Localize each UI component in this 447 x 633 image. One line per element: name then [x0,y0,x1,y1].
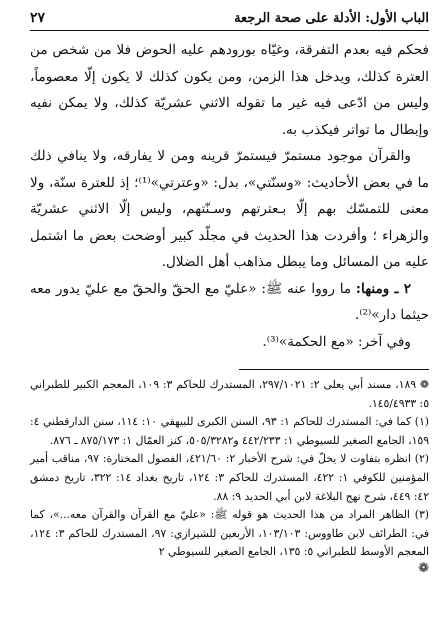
paragraph-3-text: ما رووا عنه ﷺ: «عليّ مع الحقّ والحقّ مع عليّ يدور معه حيثما دار»⁽²⁾. [30,280,429,323]
page-number: ٢٧ [30,10,46,26]
header-rule [30,30,429,31]
footnotes [30,376,429,576]
paragraph-1: فحكم فيه بعدم التفرقة، وغيّاه بورودهم عليه الحوض فلا من شخص من العترة كذلك، ويدخل هذا الزمن، ومن يكون كذلك لا يكون إلّا معصوماً، وليس من ادّعى فيه غير ما تقوله الاثني عشريّة كذلك، ولا يمكن نفيه وإبطال ما تواتر فيكذب به. [30,42,429,138]
footnote-1: (١) كما في: المستدرك للحاكم ١: ٩٣، السنن الكبرى للبيهقي ١٠: ١١٤، سنن الدارقطني ٤: ١٥٩، الجامع الصغير للسيوطي ١: ٤٤٢/٢٣٣ و٥٠٥/٣٢٨٢، كنز العمّال ١: ٨٧٥/١٧٣ ـ ٨٧٦. [30,415,430,447]
footnote-2: (٢) انظره بتفاوت لا يخلّ في: شرح الأخبار ٢: ٤٢١/٦٠، الفصول المختارة: ٩٧، مناقب أمير المؤمنين للكوفي ١: ٤٢٢، المستدرك للحاكم ٣: ١٢٤، تاريخ بغداد ١٤: ٣٢٢، تاريخ دمشق ٤٢: ٤٤٩، شرح نهج البلاغة لابن أبي الحديد ٩: ٨٨. [30,452,430,503]
footnote-rule [239,369,429,370]
chapter-title: الباب الأول: الأدلة على صحة الرجعة [234,11,429,26]
book-page [30,10,429,625]
footnote-continued: ❁ ١٨٩، مسند أبي يعلى ٢: ٢٩٧/١٠٢١، المستدرك للحاكم ٣: ١٠٩، المعجم الكبير للطبراني ٥: ١٤٥/٤٩٣٣. [30,378,429,410]
continuation-mark-icon: ❁ [418,560,429,576]
footnote-3: (٣) الظاهر المراد من هذا الحديث هو قوله ﷺ: «عليّ مع القرآن والقرآن معه...»، كما في: الطرائف لابن طاووس: ١٠٣/١٠٣، الأربعين للشيرازي: ٩٧، المستدرك للحاكم ٣: ١٢٤، المعجم الأوسط للطبراني ٥: ١٣٥، الجامع الصغير للسيوطي ٢ [30,508,429,559]
main-text [30,37,429,355]
paragraph-2: والقرآن موجود مستمرّ فيستمرّ قرينه ومن لا يفارقه، ولا ينافي ذلك ما في بعض الأحاديث: «وسنّتي»، بدل: «وعترتي»⁽¹⁾؛ إذ للعترة سنّة، ولا معنى للتمسّك بهم إلّا بـعترتهم وسـنّتهم، وليس إلّا الاثني عشريّة والزهراء ؛ وأفردت هذا الحديث في مجلّد كبير أوضحت بعض ما اشتمل عليه من المسائل وما يبطل مذاهب أهل الضلال. [30,148,430,270]
item-number: ٢ ـ ومنها: [355,280,411,297]
running-header [30,10,429,28]
paragraph-3 [30,276,429,329]
paragraph-4: وفي آخر: «مع الحكمة»⁽³⁾. [262,333,411,350]
